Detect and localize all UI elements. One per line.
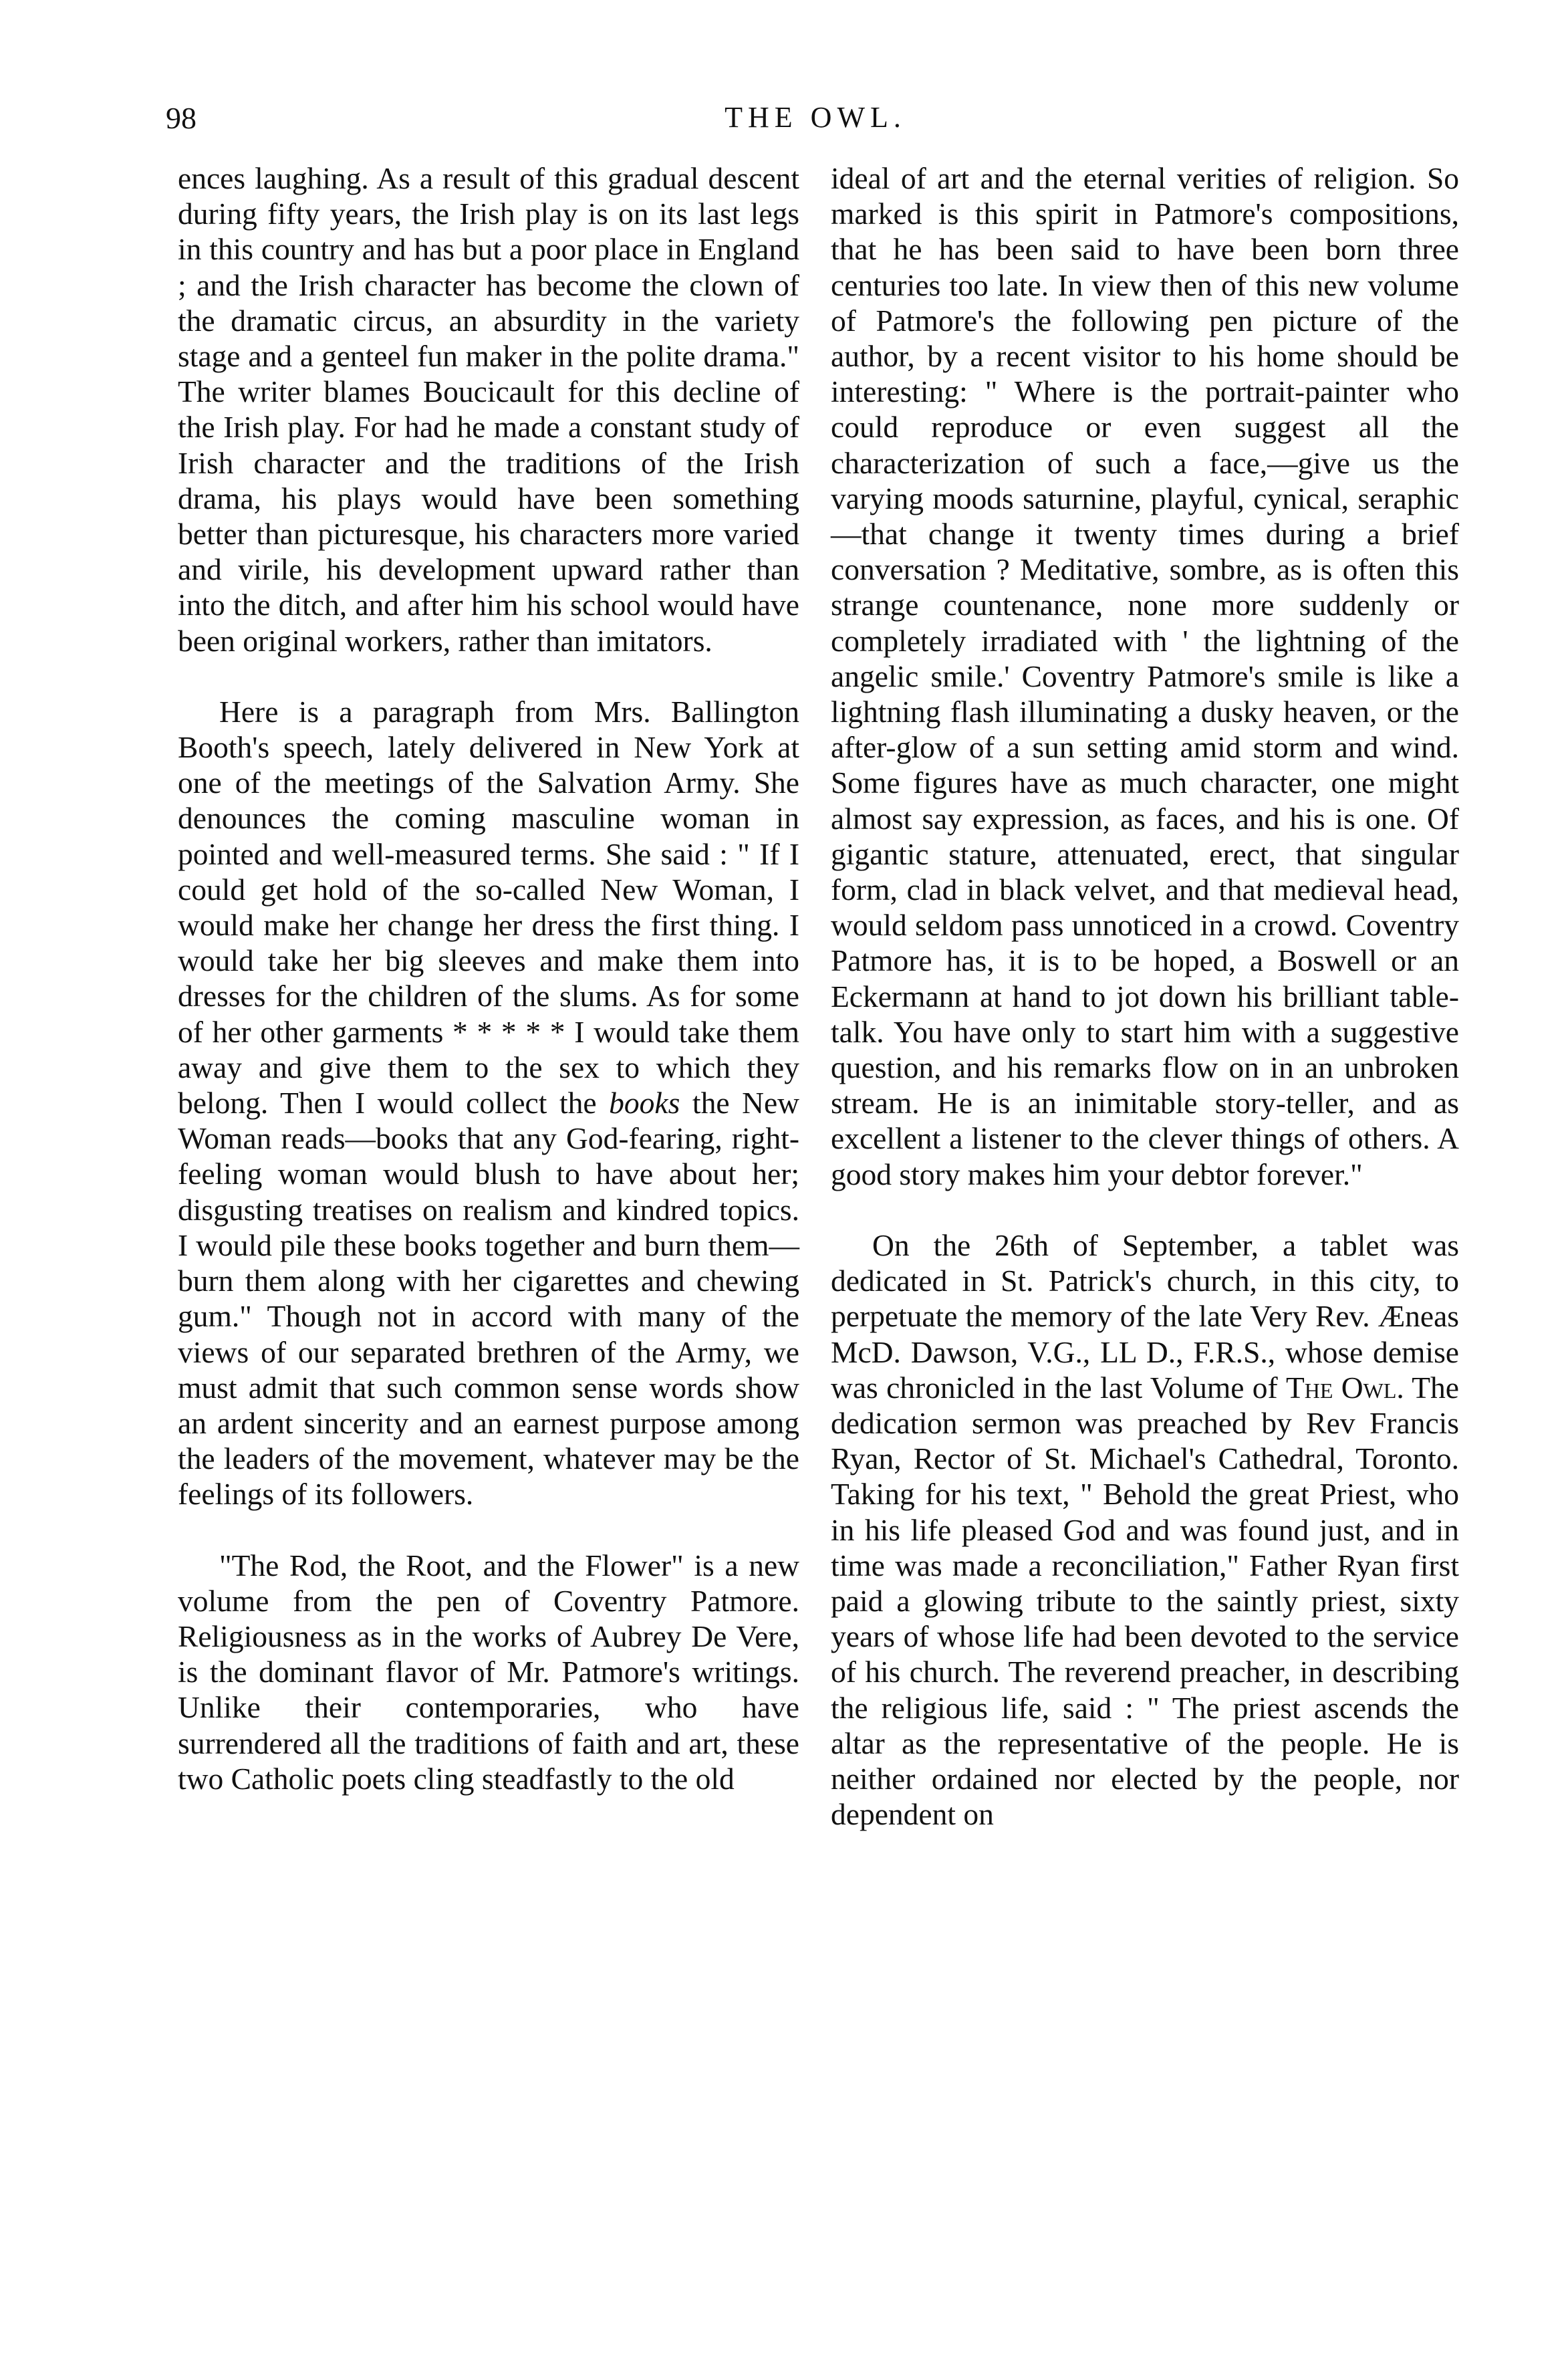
paragraph-patmore-portrait: ideal of art and the eternal verities of religion. So marked is this spirit in Patmore's compositions, that he has been said to have been born three centuries too late. In view then of this new volume of Patmore's the following pen picture of the author, by a recent visitor to his home should be interesting: " Where is the portrait-painter who could reproduce or even suggest all the characterization of such a face,—give us the varying moods saturnine, playful, cynical, seraphic—that change it twenty times during a brief conversation ? Meditative, sombre, as is often this strange countenance, none more suddenly or completely irradiated with ' the lightning of the angelic smile.' Coventry Patmore's smile is like a lightning flash illuminating a dusky heaven, or the after-glow of a sun setting amid storm and wind. Some figures have as much character, one might almost say expression, as faces, and his is one. Of gigantic stature, attenuated, erect, that singular form, clad in black velvet, and that medieval head, would seldom pass unnoticed in a crowd. Coventry Patmore has, it is to be hoped, a Boswell or an Eckermann at hand to jot down his brilliant table-talk. You have only to start him with a suggestive question, and his remarks flow on in an unbroken stream. He is an inimitable story-teller, and as excellent a listener to the clever things of others. A good story makes him your debtor forever." <box>831 161 1459 1191</box>
paragraph-booth-speech <box>178 694 799 1512</box>
left-column <box>178 160 799 1832</box>
paragraph-dawson-tablet <box>831 1227 1459 1832</box>
paragraph-irish-play: ences laughing. As a result of this gradual descent during fifty years, the Irish play is on its last legs in this country and has but a poor place in England ; and the Irish character has become the clown of the dramatic circus, an absurdity in the variety stage and a genteel fun maker in the polite drama." The writer blames Boucicault for this decline of the Irish play. For had he made a constant study of Irish character and the traditions of the Irish drama, his plays would have been something better than picturesque, his characters more varied and virile, his development upward rather than into the ditch, and after him his school would have been original workers, rather than imitators. <box>178 161 799 658</box>
page-number: 98 <box>166 101 197 135</box>
dawson-text-start: On the 26th of September, a tablet was dedicated in St. Patrick's church, in this city, to perpetuate the memory of the late Very Rev. Æneas McD. Dawson, V.G., LL D., F.R.S., whose demise was chronicled in the last Volume of <box>831 1227 1459 1405</box>
paragraph-patmore-volume: "The Rod, the Root, and the Flower" is a new volume from the pen of Coventry Patmore. Religiousness as in the works of Aubrey De Vere, is the dominant flavor of Mr. Patmore's writings. Unlike their contemporaries, who have surrendered all the traditions of faith and art, these two Catholic poets cling steadfastly to the old <box>178 1548 799 1796</box>
booth-text-start: Here is a paragraph from Mrs. Ballington Booth's speech, lately delivered in New York at one of the meetings of the Salvation Army. She denounces the coming masculine woman in pointed and well-measured terms. She said : " If I could get hold of the so-called New Woman, I would make her change her dress the first thing. I would take her big sleeves and make them into dresses for the children of the slums. As for some of her other garments * * * * * I would take them away and give them to the sex to which they belong. Then I would collect the <box>178 694 799 1120</box>
running-title: THE OWL. <box>725 101 906 134</box>
right-column <box>831 160 1459 1867</box>
dawson-text-end: The dedication sermon was preached by Rev Francis Ryan, Rector of St. Michael's Cathedral, Toronto. Taking for his text, " Behold the great Priest, who in his life pleased God and was found just, and in time was made a reconciliation," Father Ryan first paid a glowing tribute to the saintly priest, sixty years of whose life had been devoted to the service of his church. The reverend preacher, in describing the religious life, said : " The priest ascends the altar as the representative of the people. He is neither ordained nor elected by the people, nor dependent on <box>831 1370 1460 1832</box>
booth-text-end: the New Woman reads—books that any God-fearing, right-feeling woman would blush to have about her; disgusting treatises on realism and kindred topics. I would pile these books together and burn them—burn them along with her cigarettes and chewing gum." Though not in accord with many of the views of our separated brethren of the Army, we must admit that such common sense words show an ardent sincerity and an earnest purpose among the leaders of the movement, whatever may be the feelings of its followers. <box>178 1086 800 1512</box>
smallcaps-the-owl: The Owl. <box>1286 1370 1404 1405</box>
italic-books: books <box>609 1086 680 1120</box>
page-header <box>0 100 1568 160</box>
